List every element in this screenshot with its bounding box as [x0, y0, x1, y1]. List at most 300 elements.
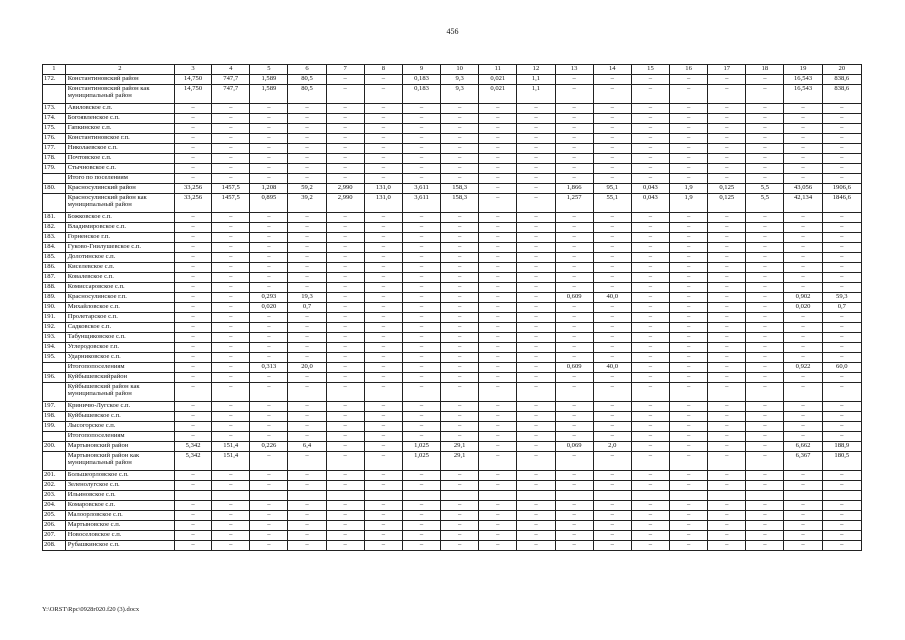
value-cell: [631, 491, 669, 501]
value-cell: –: [441, 104, 479, 114]
value-cell: –: [175, 104, 212, 114]
value-cell: –: [250, 243, 288, 253]
value-cell: –: [175, 333, 212, 343]
value-cell: –: [555, 213, 593, 223]
value-cell: –: [326, 333, 364, 343]
value-cell: 1,1: [517, 75, 555, 85]
value-cell: –: [250, 323, 288, 333]
table-row: [43, 412, 862, 422]
row-number: 203.: [43, 491, 66, 501]
value-cell: –: [670, 313, 708, 323]
value-cell: –: [631, 253, 669, 263]
value-cell: –: [479, 452, 517, 471]
value-cell: –: [250, 531, 288, 541]
value-cell: –: [212, 521, 250, 531]
value-cell: –: [517, 511, 555, 521]
value-cell: –: [593, 373, 631, 383]
value-cell: –: [555, 273, 593, 283]
value-cell: –: [175, 531, 212, 541]
value-cell: –: [441, 373, 479, 383]
value-cell: –: [402, 313, 440, 323]
value-cell: 0,183: [402, 85, 440, 104]
row-number: [43, 452, 66, 471]
value-cell: –: [822, 541, 861, 551]
value-cell: –: [746, 144, 784, 154]
value-cell: –: [746, 541, 784, 551]
value-cell: –: [479, 164, 517, 174]
value-cell: –: [479, 481, 517, 491]
row-number: 175.: [43, 124, 66, 134]
municipality-name: Гапкинское с.п.: [65, 124, 174, 134]
value-cell: –: [441, 432, 479, 442]
value-cell: –: [479, 373, 517, 383]
value-cell: –: [822, 114, 861, 124]
value-cell: –: [555, 174, 593, 184]
column-header: 19: [784, 65, 822, 75]
value-cell: –: [708, 412, 746, 422]
value-cell: –: [708, 303, 746, 313]
value-cell: –: [212, 531, 250, 541]
value-cell: –: [708, 452, 746, 471]
value-cell: –: [175, 293, 212, 303]
value-cell: –: [364, 541, 402, 551]
value-cell: –: [746, 373, 784, 383]
value-cell: –: [784, 432, 822, 442]
value-cell: 0,7: [288, 303, 326, 313]
value-cell: –: [288, 213, 326, 223]
column-header: 7: [326, 65, 364, 75]
municipality-name: Константиновское г.п.: [65, 134, 174, 144]
column-header: 1: [43, 65, 66, 75]
value-cell: [364, 491, 402, 501]
value-cell: –: [631, 134, 669, 144]
value-cell: –: [555, 253, 593, 263]
value-cell: –: [326, 383, 364, 402]
value-cell: –: [288, 154, 326, 164]
municipality-name: Мартыновский район: [65, 442, 174, 452]
value-cell: 0,020: [250, 303, 288, 313]
value-cell: –: [175, 154, 212, 164]
column-header: 15: [631, 65, 669, 75]
value-cell: –: [746, 303, 784, 313]
value-cell: –: [555, 124, 593, 134]
value-cell: –: [250, 164, 288, 174]
value-cell: –: [593, 422, 631, 432]
value-cell: –: [326, 471, 364, 481]
value-cell: –: [708, 333, 746, 343]
column-header: 2: [65, 65, 174, 75]
row-number: 208.: [43, 541, 66, 551]
value-cell: –: [175, 243, 212, 253]
value-cell: –: [212, 501, 250, 511]
value-cell: 19,3: [288, 293, 326, 303]
value-cell: –: [402, 511, 440, 521]
table-row: [43, 323, 862, 333]
municipality-name: Табунщиковское с.п.: [65, 333, 174, 343]
value-cell: –: [175, 174, 212, 184]
value-cell: –: [288, 124, 326, 134]
value-cell: –: [631, 323, 669, 333]
value-cell: –: [517, 104, 555, 114]
value-cell: –: [631, 273, 669, 283]
value-cell: –: [326, 154, 364, 164]
value-cell: –: [479, 323, 517, 333]
value-cell: –: [555, 521, 593, 531]
value-cell: –: [402, 402, 440, 412]
value-cell: –: [670, 263, 708, 273]
value-cell: –: [822, 412, 861, 422]
value-cell: 1,9: [670, 194, 708, 213]
value-cell: –: [402, 363, 440, 373]
value-cell: –: [326, 432, 364, 442]
value-cell: –: [746, 432, 784, 442]
value-cell: –: [822, 432, 861, 442]
municipality-name: Божковское с.п.: [65, 213, 174, 223]
value-cell: –: [250, 471, 288, 481]
value-cell: –: [746, 253, 784, 263]
value-cell: –: [364, 383, 402, 402]
value-cell: –: [212, 253, 250, 263]
table-row: [43, 333, 862, 343]
value-cell: –: [364, 253, 402, 263]
value-cell: –: [402, 373, 440, 383]
value-cell: –: [708, 124, 746, 134]
value-cell: –: [212, 422, 250, 432]
value-cell: –: [708, 541, 746, 551]
value-cell: –: [479, 521, 517, 531]
value-cell: –: [784, 283, 822, 293]
value-cell: –: [441, 233, 479, 243]
value-cell: –: [593, 343, 631, 353]
value-cell: –: [708, 134, 746, 144]
value-cell: –: [784, 144, 822, 154]
value-cell: 2,990: [326, 194, 364, 213]
value-cell: [288, 491, 326, 501]
row-number: 191.: [43, 313, 66, 323]
value-cell: –: [288, 144, 326, 154]
value-cell: –: [441, 521, 479, 531]
value-cell: –: [441, 323, 479, 333]
value-cell: –: [479, 194, 517, 213]
value-cell: 188,9: [822, 442, 861, 452]
value-cell: –: [822, 124, 861, 134]
value-cell: –: [784, 343, 822, 353]
value-cell: –: [670, 213, 708, 223]
value-cell: –: [746, 154, 784, 164]
value-cell: –: [784, 213, 822, 223]
value-cell: –: [670, 521, 708, 531]
value-cell: –: [175, 511, 212, 521]
row-number: [43, 174, 66, 184]
row-number: [43, 363, 66, 373]
value-cell: –: [212, 283, 250, 293]
value-cell: –: [631, 442, 669, 452]
table-row: [43, 471, 862, 481]
municipality-name: Гуково-Гнилушевское с.п.: [65, 243, 174, 253]
value-cell: –: [441, 263, 479, 273]
value-cell: –: [175, 383, 212, 402]
table-row: [43, 104, 862, 114]
value-cell: –: [326, 313, 364, 323]
value-cell: –: [784, 223, 822, 233]
value-cell: –: [479, 313, 517, 323]
municipality-name: Константиновский район как муниципальный район: [65, 85, 174, 104]
value-cell: –: [212, 432, 250, 442]
table-row: [43, 253, 862, 263]
value-cell: –: [517, 114, 555, 124]
value-cell: –: [288, 452, 326, 471]
municipality-name: Долотинское с.п.: [65, 253, 174, 263]
value-cell: –: [212, 124, 250, 134]
value-cell: –: [784, 521, 822, 531]
municipality-name: Итогопопоселениям: [65, 363, 174, 373]
value-cell: –: [441, 402, 479, 412]
row-number: 202.: [43, 481, 66, 491]
value-cell: 0,183: [402, 75, 440, 85]
value-cell: –: [555, 412, 593, 422]
value-cell: –: [479, 233, 517, 243]
value-cell: –: [822, 273, 861, 283]
value-cell: –: [822, 283, 861, 293]
value-cell: –: [402, 481, 440, 491]
value-cell: –: [479, 511, 517, 521]
value-cell: –: [441, 144, 479, 154]
value-cell: –: [670, 501, 708, 511]
value-cell: 1,208: [250, 184, 288, 194]
value-cell: –: [402, 412, 440, 422]
value-cell: –: [593, 223, 631, 233]
value-cell: –: [364, 353, 402, 363]
value-cell: –: [784, 233, 822, 243]
value-cell: –: [746, 104, 784, 114]
value-cell: 40,0: [593, 363, 631, 373]
value-cell: –: [708, 283, 746, 293]
municipality-name: Ильиновское с.п.: [65, 491, 174, 501]
value-cell: –: [250, 124, 288, 134]
value-cell: –: [402, 174, 440, 184]
value-cell: –: [631, 223, 669, 233]
value-cell: –: [555, 243, 593, 253]
municipality-name: Красносулинский район как муниципальный район: [65, 194, 174, 213]
value-cell: –: [708, 501, 746, 511]
value-cell: –: [517, 164, 555, 174]
value-cell: –: [631, 521, 669, 531]
value-cell: –: [670, 273, 708, 283]
value-cell: –: [479, 442, 517, 452]
table-row: [43, 363, 862, 373]
value-cell: –: [517, 323, 555, 333]
value-cell: –: [175, 303, 212, 313]
municipality-name: Богоявленское с.п.: [65, 114, 174, 124]
value-cell: –: [746, 481, 784, 491]
value-cell: –: [364, 124, 402, 134]
value-cell: –: [593, 531, 631, 541]
value-cell: 1,257: [555, 194, 593, 213]
value-cell: –: [822, 481, 861, 491]
value-cell: –: [822, 313, 861, 323]
value-cell: –: [212, 383, 250, 402]
value-cell: –: [631, 501, 669, 511]
value-cell: 838,6: [822, 85, 861, 104]
value-cell: –: [593, 104, 631, 114]
value-cell: –: [479, 283, 517, 293]
municipality-name: Красносулинское г.п.: [65, 293, 174, 303]
value-cell: 0,226: [250, 442, 288, 452]
value-cell: –: [212, 114, 250, 124]
value-cell: –: [517, 363, 555, 373]
value-cell: –: [631, 313, 669, 323]
value-cell: –: [364, 471, 402, 481]
row-number: 179.: [43, 164, 66, 174]
table-row: [43, 243, 862, 253]
row-number: 207.: [43, 531, 66, 541]
value-cell: –: [175, 501, 212, 511]
value-cell: –: [631, 531, 669, 541]
value-cell: 0,069: [555, 442, 593, 452]
value-cell: 0,609: [555, 293, 593, 303]
table-row: [43, 531, 862, 541]
value-cell: –: [555, 383, 593, 402]
value-cell: –: [784, 402, 822, 412]
column-header: 9: [402, 65, 440, 75]
row-number: 181.: [43, 213, 66, 223]
value-cell: –: [326, 511, 364, 521]
value-cell: –: [555, 104, 593, 114]
value-cell: –: [441, 283, 479, 293]
value-cell: –: [708, 363, 746, 373]
value-cell: –: [212, 174, 250, 184]
value-cell: –: [326, 531, 364, 541]
value-cell: –: [670, 104, 708, 114]
value-cell: 5,5: [746, 194, 784, 213]
value-cell: –: [593, 144, 631, 154]
value-cell: –: [631, 75, 669, 85]
value-cell: –: [441, 243, 479, 253]
value-cell: –: [555, 144, 593, 154]
value-cell: –: [441, 501, 479, 511]
value-cell: –: [555, 353, 593, 363]
value-cell: –: [670, 383, 708, 402]
table-row: [43, 263, 862, 273]
value-cell: –: [784, 373, 822, 383]
value-cell: –: [402, 293, 440, 303]
row-number: 182.: [43, 223, 66, 233]
value-cell: –: [441, 114, 479, 124]
value-cell: –: [326, 402, 364, 412]
column-header: 11: [479, 65, 517, 75]
value-cell: 40,0: [593, 293, 631, 303]
value-cell: –: [517, 373, 555, 383]
value-cell: –: [555, 481, 593, 491]
row-number: 195.: [43, 353, 66, 363]
value-cell: –: [631, 452, 669, 471]
value-cell: –: [326, 75, 364, 85]
value-cell: –: [708, 313, 746, 323]
value-cell: –: [402, 114, 440, 124]
value-cell: –: [212, 353, 250, 363]
value-cell: –: [326, 452, 364, 471]
column-header: 8: [364, 65, 402, 75]
value-cell: [593, 491, 631, 501]
municipality-name: Зеленолугское с.п.: [65, 481, 174, 491]
municipality-name: Стычновское с.п.: [65, 164, 174, 174]
value-cell: –: [364, 144, 402, 154]
value-cell: –: [708, 104, 746, 114]
value-cell: –: [784, 511, 822, 521]
value-cell: –: [212, 363, 250, 373]
value-cell: –: [212, 541, 250, 551]
value-cell: –: [212, 233, 250, 243]
row-number: 193.: [43, 333, 66, 343]
value-cell: –: [517, 471, 555, 481]
municipality-name: Красносулинский район: [65, 184, 174, 194]
value-cell: –: [288, 471, 326, 481]
value-cell: 95,1: [593, 184, 631, 194]
value-cell: –: [670, 511, 708, 521]
value-cell: [175, 491, 212, 501]
value-cell: –: [250, 521, 288, 531]
value-cell: –: [670, 531, 708, 541]
value-cell: –: [212, 303, 250, 313]
value-cell: –: [479, 303, 517, 313]
value-cell: –: [212, 373, 250, 383]
value-cell: –: [822, 422, 861, 432]
value-cell: 6,662: [784, 442, 822, 452]
value-cell: –: [746, 293, 784, 303]
column-header: 14: [593, 65, 631, 75]
value-cell: –: [593, 501, 631, 511]
value-cell: –: [364, 363, 402, 373]
table-row: [43, 134, 862, 144]
row-number: 204.: [43, 501, 66, 511]
value-cell: –: [479, 501, 517, 511]
value-cell: –: [479, 383, 517, 402]
value-cell: –: [212, 273, 250, 283]
value-cell: 2,990: [326, 184, 364, 194]
value-cell: –: [708, 383, 746, 402]
value-cell: –: [175, 422, 212, 432]
value-cell: 39,2: [288, 194, 326, 213]
value-cell: –: [250, 501, 288, 511]
value-cell: [555, 491, 593, 501]
value-cell: –: [555, 373, 593, 383]
value-cell: –: [746, 452, 784, 471]
value-cell: –: [250, 273, 288, 283]
value-cell: –: [250, 134, 288, 144]
value-cell: –: [250, 144, 288, 154]
value-cell: –: [593, 323, 631, 333]
value-cell: –: [593, 303, 631, 313]
value-cell: –: [402, 164, 440, 174]
value-cell: –: [822, 511, 861, 521]
value-cell: –: [288, 541, 326, 551]
value-cell: –: [288, 432, 326, 442]
value-cell: –: [364, 422, 402, 432]
value-cell: –: [212, 343, 250, 353]
value-cell: –: [441, 541, 479, 551]
value-cell: 1,025: [402, 452, 440, 471]
value-cell: –: [631, 233, 669, 243]
value-cell: –: [250, 412, 288, 422]
row-number: [43, 194, 66, 213]
value-cell: –: [250, 383, 288, 402]
value-cell: –: [670, 343, 708, 353]
municipality-name: Михайловское с.п.: [65, 303, 174, 313]
value-cell: –: [746, 333, 784, 343]
value-cell: –: [288, 373, 326, 383]
value-cell: 5,342: [175, 442, 212, 452]
value-cell: –: [364, 511, 402, 521]
